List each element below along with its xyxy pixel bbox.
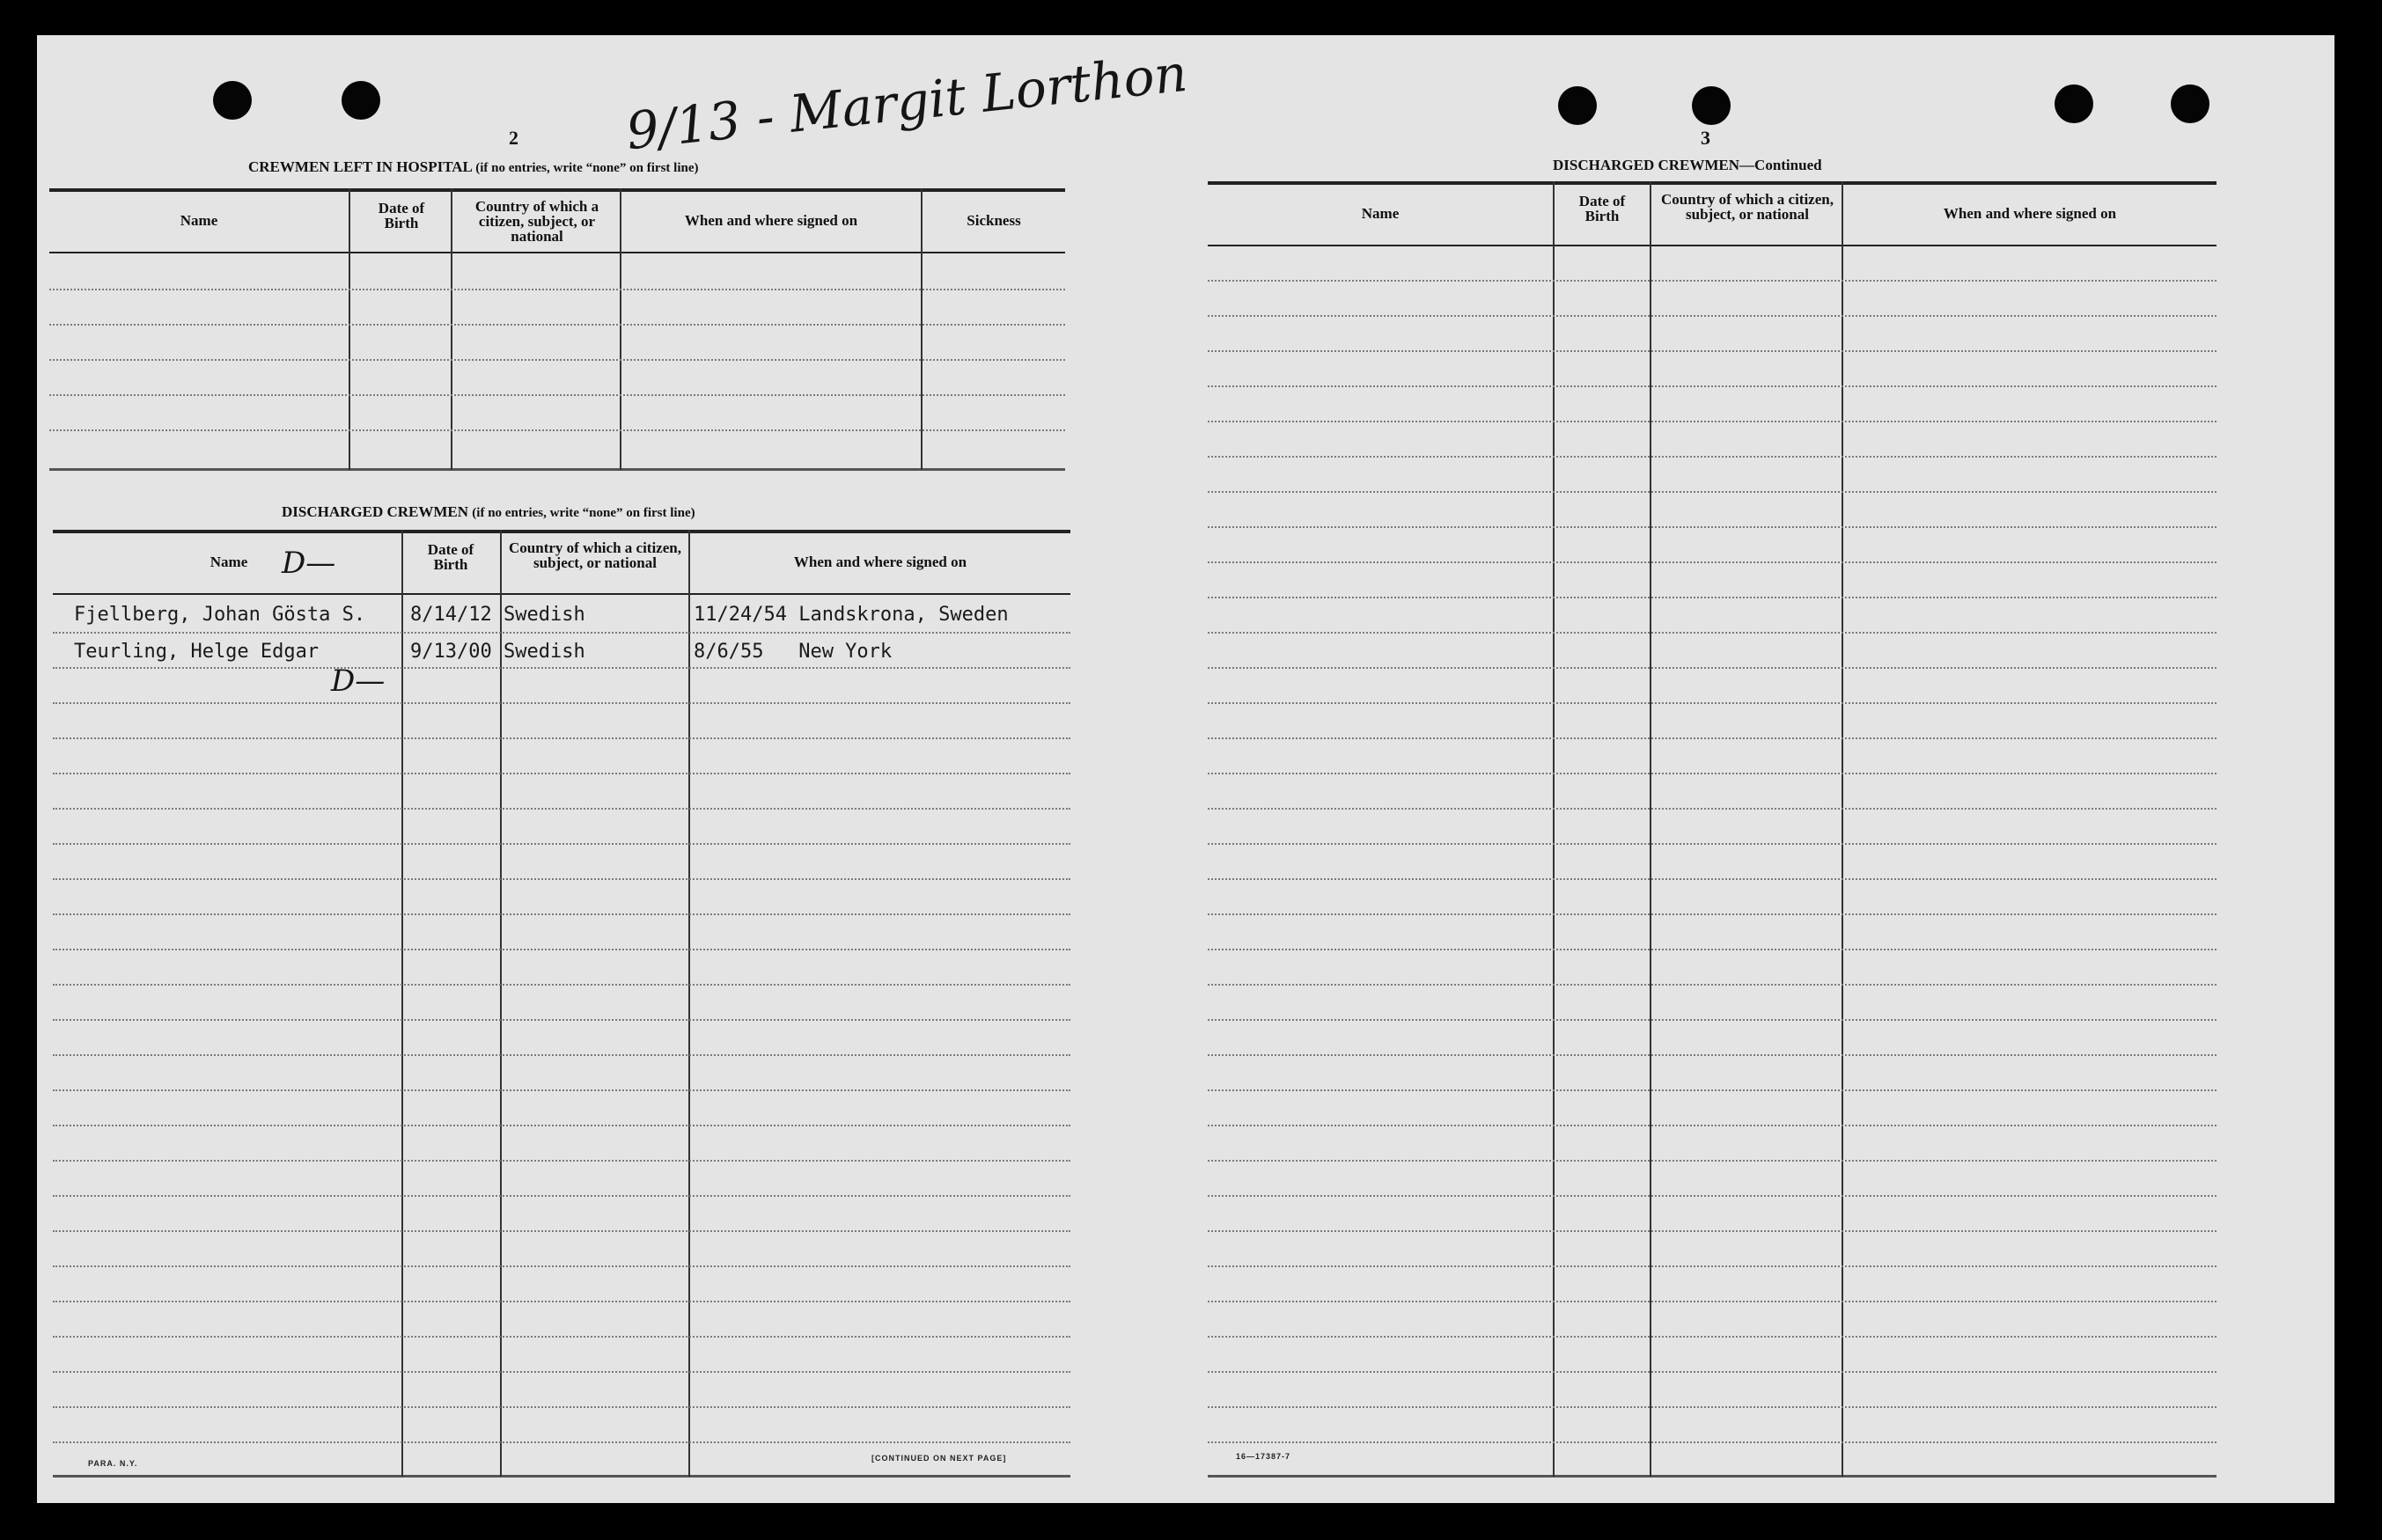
handwritten-mark: D—: [331, 664, 386, 699]
crew-name: Teurling, Helge Edgar: [74, 641, 320, 663]
column-header: Date of Birth: [378, 200, 425, 231]
handwritten-mark: D—: [282, 546, 336, 581]
manifest-sheet: [37, 35, 2334, 1503]
punch-hole: [213, 81, 252, 120]
page-number-left: 2: [509, 127, 518, 149]
column-header: When and where signed on: [1943, 205, 2117, 222]
punch-hole: [342, 81, 380, 120]
column-header: Sickness: [967, 212, 1021, 229]
discharged-table: [53, 530, 1070, 1482]
punch-hole: [2171, 84, 2209, 123]
column-header: Country of which a citizen, subject, or national: [509, 539, 681, 571]
column-header: Name: [210, 554, 248, 570]
punch-hole: [2055, 84, 2093, 123]
column-header: Country of which a citizen, subject, or national: [474, 198, 599, 245]
hospital-table: [49, 188, 1065, 473]
handwritten-note: 9/13 - Margit Lorthon: [623, 42, 1190, 162]
column-header: Date of Birth: [427, 541, 474, 573]
footer-printer: PARA. N.Y.: [88, 1459, 138, 1468]
column-header: When and where signed on: [793, 554, 967, 570]
crew-name: Fjellberg, Johan Gösta S.: [74, 604, 366, 626]
crew-signed-on: 8/6/55 New York: [694, 641, 893, 663]
crew-country: Swedish: [504, 604, 585, 626]
footer-form-number: 16—17387-7: [1236, 1452, 1291, 1461]
footer-continued: [CONTINUED ON NEXT PAGE]: [871, 1454, 1007, 1463]
crew-dob: 8/14/12: [410, 604, 492, 626]
crew-dob: 9/13/00: [410, 641, 492, 663]
punch-hole: [1692, 86, 1731, 125]
punch-hole: [1558, 86, 1597, 125]
column-header: Name: [180, 212, 218, 229]
hospital-section-title: CREWMEN LEFT IN HOSPITAL (if no entries, write “none” on first line): [248, 158, 699, 175]
crew-country: Swedish: [504, 641, 585, 663]
column-header: Name: [1361, 205, 1400, 222]
discharged-continued-title: DISCHARGED CREWMEN—Continued: [1553, 157, 1822, 173]
column-header: Date of Birth: [1578, 193, 1626, 224]
crew-signed-on: 11/24/54 Landskrona, Sweden: [694, 604, 1009, 626]
column-header: When and where signed on: [684, 212, 858, 229]
discharged-continued-table: [1208, 181, 2217, 1484]
column-header: Country of which a citizen, subject, or national: [1661, 191, 1834, 223]
discharged-section-title: DISCHARGED CREWMEN (if no entries, write “none” on first line): [282, 503, 695, 520]
page-number-right: 3: [1701, 127, 1710, 149]
